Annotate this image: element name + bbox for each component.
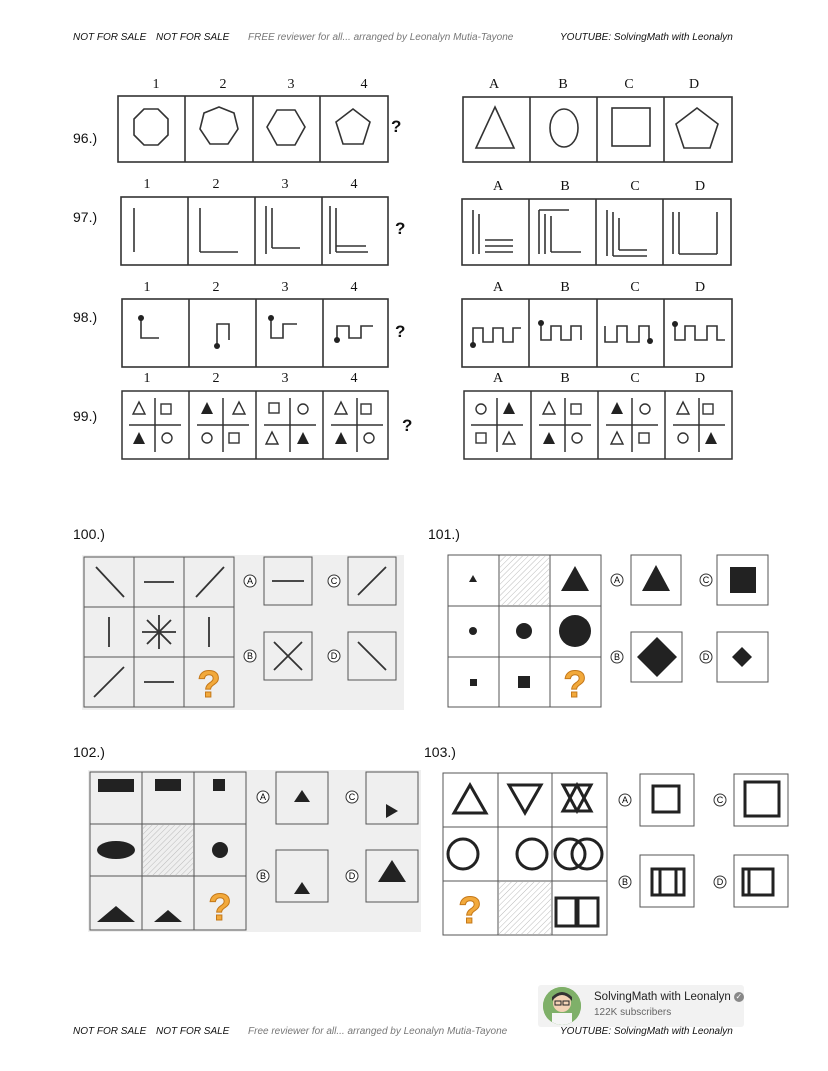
option-letter-b: B — [560, 179, 570, 194]
question-mark-99: ? — [402, 416, 413, 435]
header-not-for-sale-2: NOT FOR SALE — [156, 32, 230, 43]
option-letter-c: C — [630, 280, 640, 295]
option-letter-c: C — [624, 77, 634, 92]
option-d-badge: D — [716, 877, 724, 887]
option-letter-d: D — [694, 179, 706, 194]
question-mark-icon — [208, 887, 231, 929]
series-number-3: 3 — [281, 280, 289, 295]
option-c-badge: C — [330, 576, 338, 586]
q97-series-figure — [120, 196, 389, 266]
question-97-label: 97.) — [73, 209, 98, 225]
series-number-4: 4 — [350, 371, 358, 386]
question-100-label: 100.) — [73, 526, 105, 542]
option-letter-b: B — [560, 280, 570, 295]
ellipse-icon — [550, 109, 578, 147]
question-mark-icon — [563, 664, 586, 706]
q96-series-figure — [117, 95, 389, 163]
question-mark-icon — [197, 664, 220, 706]
question-99-label: 99.) — [73, 408, 98, 424]
option-d-badge: D — [330, 651, 338, 661]
series-number-1: 1 — [143, 280, 151, 295]
header-credit: FREE reviewer for all... arranged by Leonalyn Mutia-Tayone — [248, 32, 514, 43]
triangle-icon — [476, 107, 514, 148]
question-mark-97: ? — [395, 219, 406, 238]
avatar — [543, 987, 581, 1025]
question-mark-98: ? — [395, 322, 406, 341]
footer-credit: Free reviewer for all... arranged by Leonalyn Mutia-Tayone — [248, 1026, 508, 1037]
svg-text:?: ? — [563, 664, 587, 706]
question-mark-icon — [458, 890, 481, 932]
q101-figure — [446, 553, 776, 709]
option-letter-d: D — [694, 280, 706, 295]
option-letter-c: C — [630, 179, 640, 194]
option-letter-a: A — [488, 77, 500, 92]
series-number-1: 1 — [152, 77, 160, 92]
series-number-1: 1 — [143, 177, 151, 192]
option-letter-a: A — [492, 280, 504, 295]
series-number-4: 4 — [350, 177, 358, 192]
option-d-badge: D — [348, 871, 356, 881]
option-letter-a: A — [492, 179, 504, 194]
series-number-1: 1 — [143, 371, 151, 386]
option-a-badge: A — [621, 795, 629, 805]
footer-not-for-sale-1: NOT FOR SALE — [73, 1026, 147, 1037]
question-98-label: 98.) — [73, 309, 98, 325]
series-number-4: 4 — [360, 77, 368, 92]
svg-text:?: ? — [197, 664, 221, 706]
channel-name[interactable]: SolvingMath with Leonalyn ✓ — [594, 991, 743, 1003]
option-c-badge: C — [348, 792, 356, 802]
option-d-badge: D — [702, 652, 710, 662]
option-c-badge: C — [702, 575, 710, 585]
q98-options-figure — [461, 298, 733, 368]
pentagon-icon — [336, 109, 370, 144]
option-b-badge: B — [613, 652, 621, 662]
youtube-channel-card[interactable] — [538, 985, 744, 1027]
check-circle-icon: ✓ — [735, 991, 743, 1001]
hexagon-icon — [267, 110, 305, 145]
question-103-label: 103.) — [424, 744, 456, 760]
option-a-badge: A — [613, 575, 621, 585]
q99-options-figure — [463, 390, 733, 460]
option-letter-b: B — [558, 77, 568, 92]
q102-figure — [88, 770, 421, 932]
series-number-3: 3 — [281, 177, 289, 192]
series-number-2: 2 — [212, 371, 220, 386]
series-number-3: 3 — [281, 371, 289, 386]
option-letter-b: B — [560, 371, 570, 386]
q100-figure — [82, 555, 404, 710]
q98-series-figure — [121, 298, 389, 368]
question-mark-96: ? — [391, 117, 402, 136]
series-number-2: 2 — [212, 280, 220, 295]
option-letter-c: C — [630, 371, 640, 386]
option-letter-a: A — [492, 371, 504, 386]
option-b-badge: B — [621, 877, 629, 887]
question-96-label: 96.) — [73, 130, 98, 146]
series-number-4: 4 — [350, 280, 358, 295]
option-letter-d: D — [694, 371, 706, 386]
option-b-badge: B — [259, 871, 267, 881]
option-c-badge: C — [716, 795, 724, 805]
svg-text:?: ? — [458, 890, 482, 932]
square-icon — [612, 108, 650, 146]
footer-not-for-sale-2: NOT FOR SALE — [156, 1026, 230, 1037]
octagon-icon — [134, 109, 168, 145]
q103-figure — [441, 771, 791, 937]
subscriber-count: 122K subscribers — [594, 1007, 672, 1018]
header-not-for-sale-1: NOT FOR SALE — [73, 32, 147, 43]
question-102-label: 102.) — [73, 744, 105, 760]
q99-series-figure — [121, 390, 389, 460]
pentagon-icon — [676, 108, 718, 148]
option-letter-d: D — [688, 77, 700, 92]
option-b-badge: B — [246, 651, 254, 661]
heptagon-icon — [200, 107, 238, 144]
option-a-badge: A — [246, 576, 254, 586]
series-number-3: 3 — [287, 77, 295, 92]
question-101-label: 101.) — [428, 526, 460, 542]
q96-options-figure — [462, 96, 733, 163]
header-youtube: YOUTUBE: SolvingMath with Leonalyn — [560, 32, 733, 43]
series-number-2: 2 — [212, 177, 220, 192]
q97-options-figure — [461, 198, 732, 266]
footer-youtube: YOUTUBE: SolvingMath with Leonalyn — [560, 1026, 733, 1037]
svg-text:?: ? — [208, 887, 232, 929]
option-a-badge: A — [259, 792, 267, 802]
series-number-2: 2 — [219, 77, 227, 92]
